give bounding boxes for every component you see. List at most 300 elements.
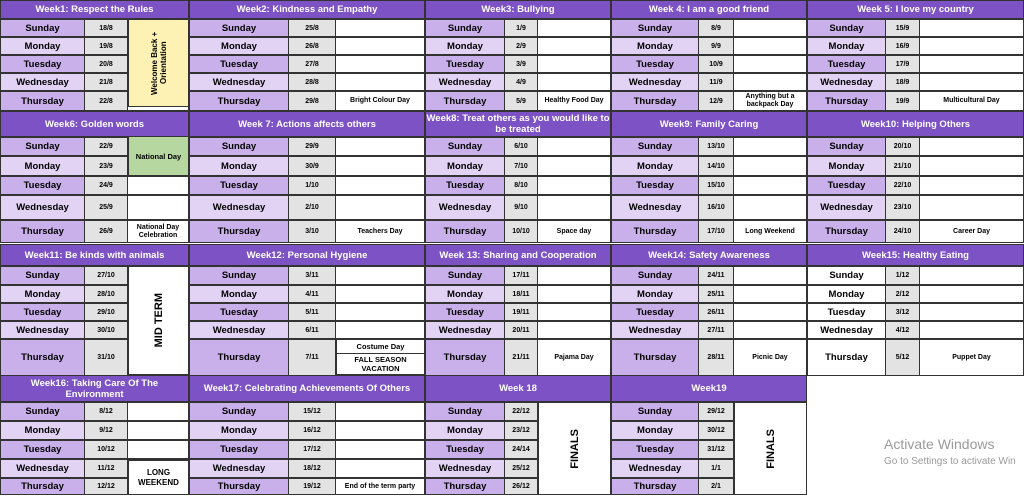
week-title: Week 7: Actions affects others bbox=[189, 111, 425, 137]
week-title: Week8: Treat others as you would like to be treated bbox=[426, 113, 610, 135]
day-note: Long Weekend bbox=[733, 220, 807, 243]
day-name: Sunday bbox=[611, 19, 699, 37]
day-note bbox=[335, 321, 425, 339]
day-note: Multicultural Day bbox=[919, 91, 1024, 111]
day-date: 26/11 bbox=[698, 303, 734, 321]
day-name: Monday bbox=[189, 285, 289, 303]
day-date: 2/10 bbox=[288, 195, 336, 220]
day-note bbox=[335, 402, 425, 421]
day-row bbox=[611, 266, 807, 285]
day-date: 18/11 bbox=[504, 285, 538, 303]
finals-week19-text: FINALS bbox=[764, 428, 777, 469]
day-row bbox=[189, 156, 425, 176]
day-row bbox=[0, 195, 189, 220]
day-name: Monday bbox=[0, 37, 85, 55]
day-row bbox=[807, 339, 1024, 376]
day-date: 12/9 bbox=[698, 91, 734, 111]
day-name: Thursday bbox=[425, 339, 505, 376]
long-weekend-text: LONG WEEKEND bbox=[138, 467, 179, 487]
day-row bbox=[189, 285, 425, 303]
activate-windows-title: Activate Windows bbox=[884, 436, 995, 452]
day-name: Thursday bbox=[807, 220, 886, 243]
day-name: Tuesday bbox=[807, 303, 886, 321]
day-row bbox=[611, 285, 807, 303]
day-row bbox=[189, 37, 425, 55]
activate-windows-subtitle: Go to Settings to activate Win bbox=[884, 456, 1016, 467]
day-name: Sunday bbox=[0, 402, 85, 421]
day-row bbox=[189, 176, 425, 195]
day-note bbox=[537, 176, 611, 195]
national-day-text: National Day bbox=[135, 151, 182, 161]
day-date: 16/10 bbox=[698, 195, 734, 220]
day-row bbox=[807, 55, 1024, 73]
day-name: Wednesday bbox=[611, 459, 699, 478]
day-row bbox=[611, 303, 807, 321]
day-name: Monday bbox=[425, 285, 505, 303]
day-date: 19/8 bbox=[84, 37, 128, 55]
day-name: Tuesday bbox=[611, 176, 699, 195]
day-date: 8/10 bbox=[504, 176, 538, 195]
day-note bbox=[733, 37, 807, 55]
week-title: Week 13: Sharing and Cooperation bbox=[425, 244, 611, 266]
day-name: Wednesday bbox=[425, 195, 505, 220]
day-name: Thursday bbox=[807, 339, 886, 376]
day-note bbox=[919, 156, 1024, 176]
day-note bbox=[733, 195, 807, 220]
day-row bbox=[611, 156, 807, 176]
day-date: 28/11 bbox=[698, 339, 734, 376]
day-note bbox=[733, 73, 807, 91]
day-date: 7/10 bbox=[504, 156, 538, 176]
day-note bbox=[335, 421, 425, 440]
day-date: 24/11 bbox=[698, 266, 734, 285]
day-name: Tuesday bbox=[0, 440, 85, 459]
week-title: Week 4: I am a good friend bbox=[611, 0, 807, 19]
day-name: Tuesday bbox=[807, 176, 886, 195]
day-row bbox=[807, 285, 1024, 303]
week-title: Week1: Respect the Rules bbox=[0, 0, 189, 19]
day-name: Thursday bbox=[611, 220, 699, 243]
day-date: 28/10 bbox=[84, 285, 128, 303]
day-date: 26/12 bbox=[504, 478, 538, 495]
day-name: Wednesday bbox=[807, 321, 886, 339]
day-date: 23/12 bbox=[504, 421, 538, 440]
day-row bbox=[0, 176, 189, 195]
day-note bbox=[733, 156, 807, 176]
day-row bbox=[611, 195, 807, 220]
day-note: Anything but a backpack Day bbox=[733, 91, 807, 111]
day-date: 30/9 bbox=[288, 156, 336, 176]
day-date: 12/12 bbox=[84, 478, 128, 495]
day-name: Wednesday bbox=[611, 321, 699, 339]
day-name: Monday bbox=[189, 156, 289, 176]
day-name: Sunday bbox=[807, 266, 886, 285]
day-date: 26/8 bbox=[288, 37, 336, 55]
day-note bbox=[335, 195, 425, 220]
day-name: Tuesday bbox=[0, 303, 85, 321]
day-date: 5/9 bbox=[504, 91, 538, 111]
day-name: Thursday bbox=[189, 91, 289, 111]
day-date: 22/12 bbox=[504, 402, 538, 421]
day-row bbox=[425, 73, 611, 91]
day-date: 21/8 bbox=[84, 73, 128, 91]
day-name: Sunday bbox=[611, 402, 699, 421]
day-date: 19/11 bbox=[504, 303, 538, 321]
day-date: 31/10 bbox=[84, 339, 128, 376]
day-name: Sunday bbox=[189, 402, 289, 421]
week-title: Week9: Family Caring bbox=[611, 111, 807, 137]
day-name: Wednesday bbox=[807, 73, 886, 91]
day-note bbox=[733, 303, 807, 321]
day-name: Tuesday bbox=[189, 176, 289, 195]
day-row bbox=[425, 37, 611, 55]
day-note bbox=[335, 176, 425, 195]
day-note bbox=[537, 285, 611, 303]
day-date: 27/8 bbox=[288, 55, 336, 73]
day-note bbox=[733, 266, 807, 285]
day-date: 25/11 bbox=[698, 285, 734, 303]
day-row bbox=[189, 478, 425, 495]
day-date: 29/10 bbox=[84, 303, 128, 321]
day-date: 3/11 bbox=[288, 266, 336, 285]
day-name: Tuesday bbox=[807, 55, 886, 73]
day-date: 15/9 bbox=[885, 19, 920, 37]
day-note bbox=[919, 195, 1024, 220]
day-name: Thursday bbox=[425, 91, 505, 111]
day-date: 15/10 bbox=[698, 176, 734, 195]
day-name: Tuesday bbox=[189, 55, 289, 73]
day-note: Healthy Food Day bbox=[537, 91, 611, 111]
day-note bbox=[537, 195, 611, 220]
day-row bbox=[189, 459, 425, 478]
welcome-orientation-text: Welcome Back + Orientation bbox=[149, 31, 168, 95]
day-date: 17/12 bbox=[288, 440, 336, 459]
day-name: Thursday bbox=[611, 339, 699, 376]
day-name: Wednesday bbox=[611, 195, 699, 220]
day-row bbox=[0, 220, 189, 243]
day-note bbox=[127, 440, 189, 459]
day-date: 16/12 bbox=[288, 421, 336, 440]
day-name: Sunday bbox=[425, 19, 505, 37]
day-row bbox=[425, 156, 611, 176]
day-note: Pajama Day bbox=[537, 339, 611, 376]
day-date: 19/9 bbox=[885, 91, 920, 111]
day-date: 10/12 bbox=[84, 440, 128, 459]
day-name: Thursday bbox=[807, 91, 886, 111]
day-row bbox=[425, 19, 611, 37]
day-row bbox=[189, 195, 425, 220]
day-note bbox=[537, 37, 611, 55]
day-date: 25/8 bbox=[288, 19, 336, 37]
day-note bbox=[127, 402, 189, 421]
week-block bbox=[189, 375, 425, 495]
day-name: Sunday bbox=[425, 137, 505, 156]
day-date: 1/12 bbox=[885, 266, 920, 285]
day-date: 10/9 bbox=[698, 55, 734, 73]
day-row bbox=[611, 176, 807, 195]
day-date: 20/10 bbox=[885, 137, 920, 156]
day-name: Monday bbox=[611, 421, 699, 440]
day-name: Wednesday bbox=[425, 321, 505, 339]
day-row bbox=[189, 73, 425, 91]
week-title: Week19 bbox=[611, 375, 807, 402]
day-name: Thursday bbox=[0, 339, 85, 376]
day-note bbox=[127, 195, 189, 220]
day-note bbox=[919, 37, 1024, 55]
day-row bbox=[807, 195, 1024, 220]
week-title: Week6: Golden words bbox=[0, 111, 189, 137]
day-note bbox=[733, 137, 807, 156]
day-note bbox=[537, 321, 611, 339]
day-date: 16/9 bbox=[885, 37, 920, 55]
day-row bbox=[611, 220, 807, 243]
day-date: 25/9 bbox=[84, 195, 128, 220]
day-note bbox=[335, 440, 425, 459]
day-row bbox=[611, 91, 807, 111]
day-date: 1/9 bbox=[504, 19, 538, 37]
day-note bbox=[537, 156, 611, 176]
day-row bbox=[425, 303, 611, 321]
day-date: 6/10 bbox=[504, 137, 538, 156]
day-date: 2/12 bbox=[885, 285, 920, 303]
day-date: 18/8 bbox=[84, 19, 128, 37]
day-date: 30/10 bbox=[84, 321, 128, 339]
day-name: Sunday bbox=[611, 137, 699, 156]
day-date: 20/11 bbox=[504, 321, 538, 339]
day-date: 10/10 bbox=[504, 220, 538, 243]
day-note bbox=[733, 176, 807, 195]
day-row bbox=[189, 321, 425, 339]
day-note bbox=[335, 459, 425, 478]
week-title: Week3: Bullying bbox=[425, 0, 611, 19]
day-row bbox=[611, 137, 807, 156]
day-name: Wednesday bbox=[425, 459, 505, 478]
day-name: Thursday bbox=[189, 220, 289, 243]
day-note bbox=[537, 73, 611, 91]
finals-week18-cell bbox=[538, 402, 611, 495]
day-note bbox=[919, 321, 1024, 339]
day-name: Monday bbox=[189, 421, 289, 440]
day-row bbox=[807, 19, 1024, 37]
day-note: End of the term party bbox=[335, 478, 425, 495]
day-row bbox=[189, 402, 425, 421]
long-weekend-cell bbox=[128, 460, 189, 495]
day-note bbox=[537, 55, 611, 73]
day-note: Puppet Day bbox=[919, 339, 1024, 376]
day-date: 29/12 bbox=[698, 402, 734, 421]
day-name: Thursday bbox=[425, 478, 505, 495]
day-name: Wednesday bbox=[807, 195, 886, 220]
mid-term-text: MID TERM bbox=[152, 293, 165, 348]
day-name: Monday bbox=[0, 156, 85, 176]
day-name: Monday bbox=[807, 156, 886, 176]
day-note bbox=[537, 303, 611, 321]
day-note bbox=[335, 55, 425, 73]
week-block bbox=[425, 111, 611, 243]
day-row bbox=[189, 266, 425, 285]
day-name: Tuesday bbox=[611, 440, 699, 459]
week-title: Week 18 bbox=[425, 375, 611, 402]
day-date: 23/9 bbox=[84, 156, 128, 176]
week-block bbox=[425, 0, 611, 111]
day-name: Tuesday bbox=[425, 440, 505, 459]
day-note bbox=[919, 137, 1024, 156]
day-name: Sunday bbox=[189, 19, 289, 37]
day-date: 3/12 bbox=[885, 303, 920, 321]
day-date: 9/10 bbox=[504, 195, 538, 220]
day-row bbox=[425, 339, 611, 376]
day-note bbox=[919, 55, 1024, 73]
day-row bbox=[425, 321, 611, 339]
day-name: Thursday bbox=[189, 339, 289, 376]
day-row bbox=[0, 440, 189, 459]
day-date: 1/10 bbox=[288, 176, 336, 195]
week-block bbox=[189, 111, 425, 243]
day-row bbox=[807, 176, 1024, 195]
day-row bbox=[611, 37, 807, 55]
day-row bbox=[425, 91, 611, 111]
day-row bbox=[611, 55, 807, 73]
day-date: 30/12 bbox=[698, 421, 734, 440]
day-name: Wednesday bbox=[189, 321, 289, 339]
national-day-cell bbox=[128, 136, 189, 176]
day-date: 5/11 bbox=[288, 303, 336, 321]
day-note bbox=[335, 285, 425, 303]
day-note bbox=[335, 156, 425, 176]
day-date: 4/12 bbox=[885, 321, 920, 339]
week-block bbox=[189, 0, 425, 111]
week-block bbox=[425, 244, 611, 376]
day-name: Wednesday bbox=[0, 321, 85, 339]
day-date: 7/11 bbox=[288, 339, 336, 376]
day-date: 9/9 bbox=[698, 37, 734, 55]
day-note bbox=[335, 303, 425, 321]
finals-week18-text: FINALS bbox=[568, 428, 581, 469]
day-date: 22/8 bbox=[84, 91, 128, 111]
day-name: Monday bbox=[611, 156, 699, 176]
day-row bbox=[425, 195, 611, 220]
week-block bbox=[611, 111, 807, 243]
day-row bbox=[807, 220, 1024, 243]
day-date: 22/9 bbox=[84, 137, 128, 156]
day-name: Sunday bbox=[0, 137, 85, 156]
day-date: 24/10 bbox=[885, 220, 920, 243]
day-note bbox=[127, 176, 189, 195]
day-note bbox=[335, 19, 425, 37]
day-name: Sunday bbox=[0, 19, 85, 37]
day-row bbox=[611, 321, 807, 339]
fall-vacation-cell bbox=[336, 353, 425, 375]
day-date: 17/10 bbox=[698, 220, 734, 243]
day-name: Sunday bbox=[807, 137, 886, 156]
day-date: 27/11 bbox=[698, 321, 734, 339]
day-name: Monday bbox=[425, 421, 505, 440]
day-date: 3/10 bbox=[288, 220, 336, 243]
day-date: 22/10 bbox=[885, 176, 920, 195]
week-title: Week 5: I love my country bbox=[807, 0, 1024, 19]
day-name: Thursday bbox=[189, 478, 289, 495]
day-name: Monday bbox=[425, 37, 505, 55]
mid-term-cell bbox=[128, 266, 189, 375]
day-date: 18/9 bbox=[885, 73, 920, 91]
day-row bbox=[611, 19, 807, 37]
day-row bbox=[807, 73, 1024, 91]
day-date: 4/11 bbox=[288, 285, 336, 303]
day-name: Monday bbox=[189, 37, 289, 55]
day-row bbox=[807, 266, 1024, 285]
day-name: Thursday bbox=[611, 91, 699, 111]
day-date: 24/14 bbox=[504, 440, 538, 459]
day-name: Sunday bbox=[189, 266, 289, 285]
day-name: Monday bbox=[807, 37, 886, 55]
day-date: 18/12 bbox=[288, 459, 336, 478]
day-note bbox=[127, 421, 189, 440]
day-date: 17/11 bbox=[504, 266, 538, 285]
day-name: Tuesday bbox=[611, 303, 699, 321]
day-name: Sunday bbox=[611, 266, 699, 285]
day-note bbox=[733, 19, 807, 37]
day-note bbox=[537, 19, 611, 37]
day-row bbox=[0, 421, 189, 440]
day-date: 11/12 bbox=[84, 459, 128, 478]
day-date: 23/10 bbox=[885, 195, 920, 220]
day-note bbox=[335, 37, 425, 55]
day-name: Thursday bbox=[0, 220, 85, 243]
week-block bbox=[807, 111, 1024, 243]
day-name: Tuesday bbox=[189, 303, 289, 321]
costume-day-cell bbox=[336, 339, 425, 354]
day-note bbox=[335, 137, 425, 156]
day-row bbox=[189, 137, 425, 156]
day-row bbox=[189, 55, 425, 73]
day-row bbox=[807, 156, 1024, 176]
day-name: Wednesday bbox=[425, 73, 505, 91]
day-note bbox=[919, 266, 1024, 285]
day-name: Tuesday bbox=[0, 176, 85, 195]
week-title: Week11: Be kinds with animals bbox=[0, 244, 189, 266]
day-row bbox=[807, 321, 1024, 339]
day-row bbox=[425, 176, 611, 195]
day-name: Wednesday bbox=[0, 73, 85, 91]
week-block bbox=[807, 244, 1024, 376]
day-name: Thursday bbox=[0, 478, 85, 495]
finals-week19-cell bbox=[734, 402, 807, 495]
day-note bbox=[919, 19, 1024, 37]
day-name: Thursday bbox=[611, 478, 699, 495]
day-row bbox=[425, 266, 611, 285]
day-note: National Day Celebration bbox=[127, 220, 189, 243]
day-date: 14/10 bbox=[698, 156, 734, 176]
day-name: Wednesday bbox=[189, 73, 289, 91]
day-note bbox=[919, 73, 1024, 91]
day-note bbox=[335, 73, 425, 91]
week-block bbox=[611, 244, 807, 376]
day-row bbox=[807, 37, 1024, 55]
day-date: 28/8 bbox=[288, 73, 336, 91]
day-row bbox=[189, 440, 425, 459]
day-date: 4/9 bbox=[504, 73, 538, 91]
day-row bbox=[189, 421, 425, 440]
costume-day-text: Costume Day bbox=[356, 342, 405, 351]
day-date: 20/8 bbox=[84, 55, 128, 73]
day-row bbox=[0, 402, 189, 421]
day-date: 2/9 bbox=[504, 37, 538, 55]
day-note bbox=[919, 303, 1024, 321]
day-name: Wednesday bbox=[0, 195, 85, 220]
day-date: 9/12 bbox=[84, 421, 128, 440]
day-date: 15/12 bbox=[288, 402, 336, 421]
day-row bbox=[189, 303, 425, 321]
